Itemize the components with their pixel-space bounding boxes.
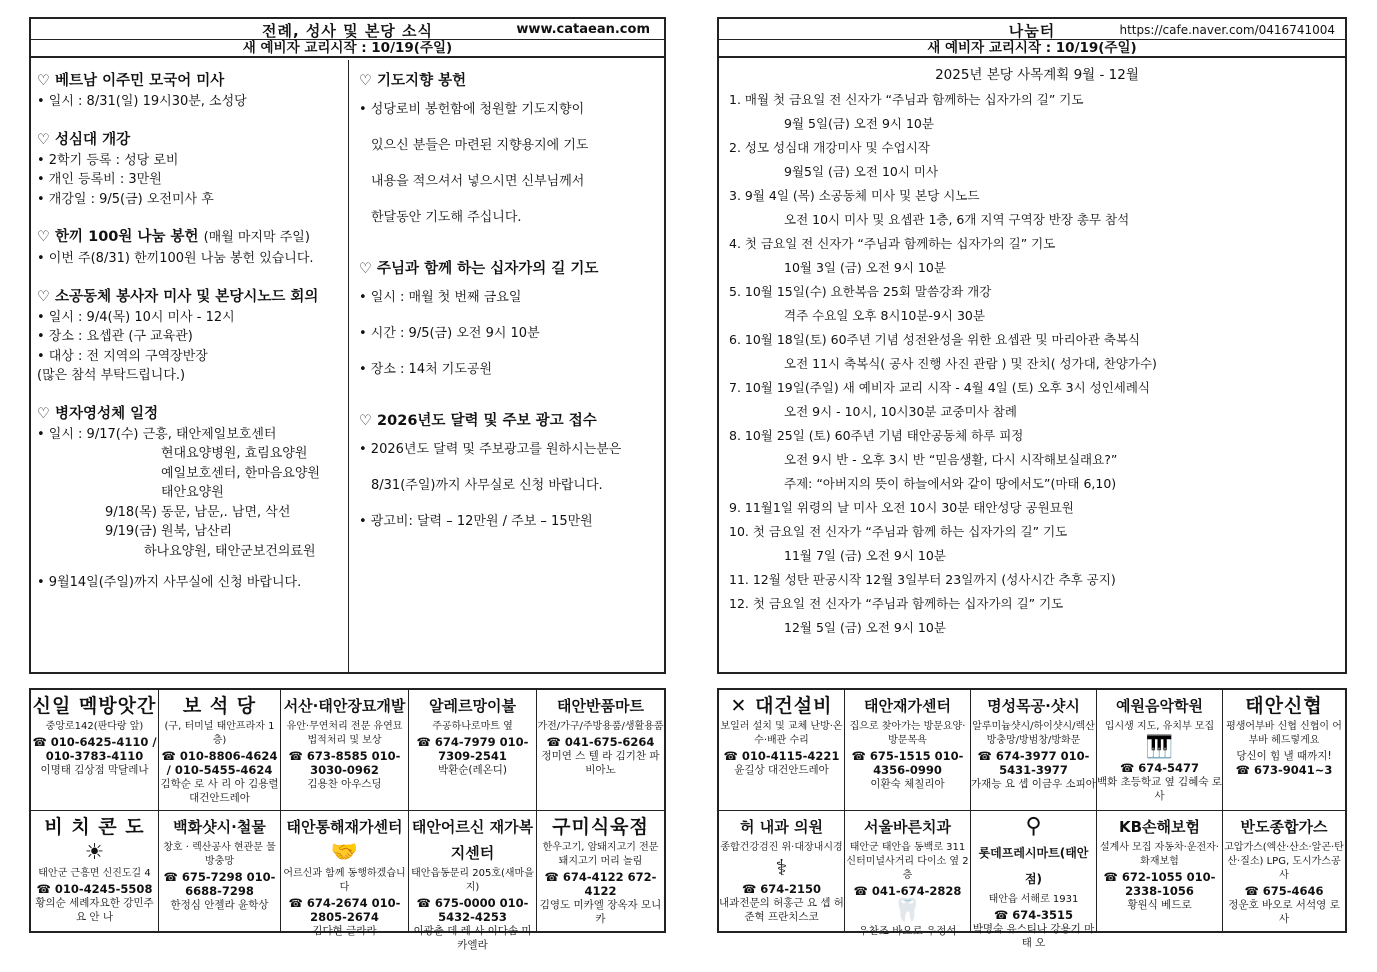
ad-name: 롯데프레시마트(태안점) [978, 846, 1089, 886]
ad-owner: 정운호 바오로 서석영 로 사 [1228, 899, 1340, 925]
ad-box[interactable] [281, 811, 409, 937]
section-heading: ♡ 성심대 개강 [37, 131, 131, 148]
ad-box[interactable] [409, 811, 537, 951]
text-line: • 일시 : 8/31(일) 19시30분, 소성당 [37, 94, 247, 109]
piano-icon: 🎹 [1145, 735, 1174, 760]
ad-owner: 한정심 안젤라 윤학상 [170, 899, 269, 911]
plan-title: 2025년 본당 사목계획 9월 - 12월 [935, 67, 1139, 83]
ad-phone: ☎ 673-8585 010-3030-0962 [288, 749, 401, 777]
ad-sub: 설계사 모집 자동차·운전자·화재보험 [1100, 842, 1219, 867]
ad-name [719, 693, 844, 719]
ad-name: 예원음악학원 [1116, 697, 1203, 715]
ad-name: 반도종합가스 [1240, 818, 1328, 836]
ad-sub: 평생어부바 신협 신협이 어부바 헤드렇게요 [1226, 721, 1342, 746]
text-line: • 장소 : 14처 기도공원 [359, 362, 493, 377]
ad-box[interactable] [31, 690, 159, 811]
plan-item: 오전 11시 축복식( 공사 진행 사진 관람 ) 및 잔치( 성가대, 찬양가수) [784, 356, 1157, 371]
plan-item: 8. 10월 25일 (토) 60주년 기념 태안공동체 하루 피정 [729, 428, 1024, 443]
ad-name: 태안반품마트 [557, 697, 644, 715]
section-heading [37, 226, 348, 249]
ad-phone: ☎ 674-4122 672-4122 [544, 870, 657, 898]
ad-sub: 태안읍 서해로 1931 [988, 894, 1079, 905]
ad-owner: 황원식 베드로 [1127, 899, 1192, 911]
heading-note: (매월 마지막 주일) [203, 230, 310, 245]
section-heading: ♡ 기도지향 봉헌 [359, 73, 467, 89]
plan-item: 1. 매월 첫 금요일 전 신자가 “주님과 함께하는 십자가의 길” 기도 [729, 92, 1084, 107]
ad-sub: 태안군 태안읍 동백로 311 신터미널사거리 다이소 옆 2층 [846, 842, 969, 881]
left-header [31, 19, 664, 40]
text-line: 내용을 적으셔서 넣으시면 신부님께서 [371, 174, 585, 189]
heading-text: ♡ 한끼 100원 나눔 봉헌 [37, 229, 199, 245]
ad-name: 태안재가센터 [864, 697, 951, 715]
plan-item: 11. 12월 성탄 판공시작 12월 3일부터 23일까지 (성사시간 추후 공지) [729, 572, 1116, 587]
text-line: • 시간 : 9/5(금) 오전 9시 10분 [359, 326, 540, 341]
ad-sub: 보일러 설치 및 교체 난방·온수·배관 수리 [720, 721, 843, 746]
text-line: • 9월14일(주일)까지 사무실에 신청 바랍니다. [37, 575, 302, 590]
plan-item: 오전 9시 반 - 오후 3시 반 “믿음생활, 다시 시작해보실래요?” [784, 452, 1118, 467]
right-url[interactable]: https://cafe.naver.com/0416741004 [1119, 23, 1335, 37]
ad-phone: ☎ 672-1055 010-2338-1056 [1103, 870, 1216, 898]
ad-phone: ☎ 674-2674 010-2805-2674 [288, 896, 401, 924]
right-title: 나눔터 [1008, 22, 1056, 40]
section-heading: ♡ 주님과 함께 하는 십자가의 길 기도 [359, 261, 599, 277]
ad-box[interactable] [971, 690, 1097, 811]
ad-box[interactable] [1097, 690, 1223, 811]
ad-name: 태안어르신 재가복지센터 [411, 818, 534, 862]
ad-box[interactable] [281, 690, 409, 811]
text-line: • 2학기 등록 : 성당 로비 [37, 152, 179, 168]
ad-name: 백화샷시·철물 [173, 818, 266, 836]
ad-owner: 박환순(레온디) [437, 764, 508, 776]
ad-phone: ☎ 010-4245-5508 [36, 882, 153, 896]
text-line: • 일시 : 매월 첫 번째 금요일 [359, 290, 522, 305]
ad-owner: 김영도 미카엘 장옥자 모니카 [539, 899, 662, 925]
ad-owner: 우찬조 바오로 우정석 [858, 925, 957, 937]
ad-sub: 유안·무연처리 전문 유연묘 법적처리 및 보상 [286, 721, 403, 746]
plan-item: 9월5일 (금) 오전 10시 미사 [784, 164, 939, 179]
text-line: 하나요양원, 태안군보건의료원 [144, 543, 316, 559]
plan-item: 2. 성모 성심대 개강미사 및 수업시작 [729, 140, 930, 155]
text-line: 현대요양병원, 효림요양원 [161, 446, 308, 461]
ad-owner: 김다현 글라라 [312, 925, 377, 937]
left-column-1 [31, 60, 349, 672]
plan-item: 오전 9시 - 10시, 10시30분 교중미사 참례 [784, 404, 1017, 419]
ad-owner: 이명태 김상점 막달레나 [40, 764, 149, 776]
text-line: 8/31(주일)까지 사무실로 신청 바랍니다. [371, 478, 603, 493]
ad-sub: 태안읍동문리 205호(새마을지) [411, 868, 534, 893]
ad-owner: 박명숙 유스티나 강용기 마 태 오 [972, 923, 1095, 949]
ad-sub: 주공하나로마트 옆 [432, 721, 513, 732]
right-header [719, 19, 1345, 40]
ad-sub: 어르신과 함께 동행하겠습니다 [283, 868, 406, 893]
plan-item: 4. 첫 금요일 전 신자가 “주님과 함께하는 십자가의 길” 기도 [729, 236, 1056, 251]
text-line: • 성당로비 봉헌함에 청원할 기도지향이 [359, 102, 585, 117]
right-ads-grid [717, 688, 1347, 949]
ad-owner: 김용찬 아우스딩 [307, 778, 382, 790]
plan-item: 오전 10시 미사 및 요셉관 1층, 6개 지역 구역장 반장 총무 참석 [784, 212, 1130, 227]
ad-sub: 가전/가구/주방용품/생활용품 [537, 721, 664, 732]
plan-item: 6. 10월 18일(토) 60주년 기념 성전완성을 위한 요셉관 및 마리아관 축복식 [729, 332, 1141, 347]
ad-box[interactable] [1223, 811, 1345, 931]
ad-phone: ☎ 010-4115-4221 [723, 749, 840, 763]
text-line: • 일시 : 9/4(목) 10시 미사 - 12시 [37, 309, 235, 325]
plan-item: 격주 수요일 오후 8시10분-9시 30분 [784, 308, 985, 323]
ad-name: KB손해보험 [1118, 818, 1201, 836]
section-heading: ♡ 베트남 이주민 모국어 미사 [37, 73, 225, 89]
handshake-icon: 🤝 [330, 840, 359, 865]
section-heading: ♡ 병자영성체 일정 [37, 405, 159, 422]
ad-phone: ☎ 675-4646 [1244, 884, 1324, 898]
ad-phone: ☎ 675-7298 010-6688-7298 [163, 870, 276, 898]
plan-item: 9. 11월1일 위령의 날 미사 오전 10시 30분 태안성당 공원묘원 [729, 500, 1074, 515]
ad-name: 구미식육점 [552, 816, 649, 838]
ad-owner: 가재능 요 셉 이금우 소피아 [971, 778, 1096, 790]
ad-name: 태안통해재가센터 [286, 818, 403, 836]
ad-name-text: 대건설비 [755, 695, 833, 717]
ad-owner: 윤길상 대건안드레아 [734, 764, 829, 776]
ad-owner: 내과전문의 허홍근 요 셉 허준혁 프란치스코 [719, 897, 844, 923]
ad-box[interactable] [845, 811, 971, 937]
plan-body [719, 58, 1345, 640]
ad-phone: ☎ 041-674-2828 [853, 884, 962, 898]
ad-phone: ☎ 673-9041~3 [1235, 763, 1333, 777]
ad-box[interactable] [159, 811, 281, 931]
plan-item: 10월 3일 (금) 오전 9시 10분 [784, 260, 946, 275]
ad-owner: 이광춘 데 레 사 이다솜 미카엘라 [413, 925, 532, 951]
plan-item: 5. 10월 15일(수) 요한복음 25회 말씀강좌 개강 [729, 284, 992, 299]
left-title: 전례, 성사 및 본당 소식 [262, 22, 433, 40]
ad-box[interactable] [537, 811, 664, 931]
text-line: • 개강일 : 9/5(금) 오전미사 후 [37, 191, 214, 207]
ad-phone: ☎ 675-0000 010-5432-4253 [416, 896, 529, 924]
ad-name: 태안신협 [1245, 695, 1323, 717]
text-line: 한달동안 기도해 주십니다. [371, 210, 522, 225]
ad-phone: ☎ 674-5477 [1119, 761, 1200, 775]
text-line: • 장소 : 요셉관 (구 교육관) [37, 329, 193, 344]
ad-name: 알레르망이불 [429, 697, 516, 715]
plan-item: 3. 9월 4일 (목) 소공동체 미사 및 본당 시노드 [729, 188, 980, 203]
right-subtitle: 새 예비자 교리시작 : 10/19(주일) [719, 40, 1345, 58]
plan-item: 12월 5일 (금) 오전 9시 10분 [784, 620, 946, 635]
text-line: 있으신 분들은 마련된 지향용지에 기도 [371, 138, 589, 153]
plan-item: 9월 5일(금) 오전 9시 10분 [784, 116, 934, 131]
ad-phone: ☎ 674-7979 010-7309-2541 [416, 735, 529, 763]
lotte-logo-icon: ⚲ [1025, 814, 1042, 839]
text-line: 9/18(목) 동문, 남문,. 남면, 삭선 [105, 504, 291, 520]
left-ads-grid [29, 688, 666, 951]
text-line: 예일보호센터, 한마음요양원 [161, 465, 320, 481]
caduceus-icon: ⚕ [775, 856, 788, 881]
ad-sub: 종합건강검진 위·대장내시경 [720, 842, 843, 853]
left-column-2 [349, 60, 664, 672]
ad-owner: 황의순 세례자요한 강민주 요 안 나 [35, 897, 154, 923]
tooth-icon: 🦷 [893, 898, 922, 923]
ad-sub: 고압가스(엑산·산소·알곤·탄산·질소) LPG, 도시가스공사 [1224, 842, 1344, 881]
plan-item: 10. 첫 금요일 전 신자가 “주님과 함께 하는 십자가의 길” 기도 [729, 524, 1068, 539]
text-line: • 일시 : 9/17(수) 근흥, 태안제일보호센터 [37, 426, 277, 442]
text-line: 태안요양원 [161, 485, 224, 500]
ad-sub: 알루미늄샷시/하이샷시/렉산 방충망/방범창/방화문 [972, 721, 1095, 746]
ad-box[interactable] [971, 811, 1097, 949]
ad-owner: 당신이 힘 낼 때까지! [1236, 750, 1332, 762]
ad-owner: 이환숙 체칠리아 [870, 778, 945, 790]
ad-name: 명성목공·샷시 [987, 697, 1080, 715]
plan-item: 12. 첫 금요일 전 신자가 “주님과 함께하는 십자가의 길” 기도 [729, 596, 1064, 611]
ad-sub: 입시생 지도, 유치부 모집 [1104, 721, 1215, 732]
ad-box[interactable] [845, 690, 971, 811]
ad-owner: 백화 초등학교 옆 김혜숙 로사 [1097, 776, 1222, 802]
ad-phone: ☎ 674-3977 010-5431-3977 [977, 749, 1090, 777]
text-line: • 이번 주(8/31) 한끼100원 나눔 봉헌 있습니다. [37, 251, 314, 266]
ad-box[interactable] [537, 690, 664, 811]
ad-sub: 창호 · 렉산공사 현관문 물방충망 [163, 842, 276, 867]
ad-sub: (구, 터미널 태안프라자 1층) [164, 721, 275, 746]
ad-name: 서산·태안장묘개발 [283, 697, 406, 715]
ad-sub: 태안군 근흥면 신진도길 4 [38, 868, 151, 879]
ad-owner: 정미연 스 텔 라 김기찬 파비아노 [541, 750, 660, 776]
ad-name: 허 내과 의원 [740, 818, 823, 836]
text-line: (많은 참석 부탁드립니다.) [37, 368, 186, 383]
ad-sub: 중앙로142(판다랑 앞) [45, 721, 144, 732]
ad-phone: ☎ 675-1515 010-4356-0990 [851, 749, 964, 777]
ad-phone: ☎ 010-6425-4110 / 010-3783-4110 [32, 735, 157, 763]
left-panel [29, 17, 666, 674]
section-heading: ♡ 2026년도 달력 및 주보 광고 접수 [359, 413, 597, 429]
tools-icon: ✕ [730, 695, 748, 717]
ad-phone: ☎ 041-675-6264 [546, 735, 655, 749]
text-line: • 개인 등록비 : 3만원 [37, 172, 162, 187]
plan-item: 11월 7일 (금) 오전 9시 10분 [784, 548, 946, 563]
ad-owner: 김학순 로 사 리 아 김용렬 대건안드레아 [160, 778, 279, 804]
section-heading: ♡ 소공동체 봉사자 미사 및 본당시노드 회의 [37, 288, 319, 305]
ad-name: 서울바른치과 [864, 818, 951, 836]
text-line: • 대상 : 전 지역의 구역장반장 [37, 348, 208, 364]
plan-item: 주제: “아버지의 뜻이 하늘에서와 같이 땅에서도”(마태 6,10) [784, 476, 1117, 491]
text-line: • 광고비: 달력 – 12만원 / 주보 – 15만원 [359, 514, 593, 529]
beach-icon: ☀ [84, 840, 105, 865]
left-subtitle: 새 예비자 교리시작 : 10/19(주일) [31, 40, 664, 58]
ad-box[interactable] [159, 690, 281, 811]
plan-item: 7. 10월 19일(주일) 새 예비자 교리 시작 - 4월 4일 (토) 오후 3시 성인세례식 [729, 380, 1150, 395]
ad-box[interactable] [719, 811, 845, 931]
ad-name: 비 치 콘 도 [44, 816, 145, 838]
right-panel [717, 17, 1347, 674]
ad-phone: ☎ 674-2150 [741, 882, 822, 896]
text-line: • 2026년도 달력 및 주보광고를 원하시는분은 [359, 442, 622, 457]
ad-box[interactable] [1097, 811, 1223, 931]
ad-name: 보 석 당 [182, 695, 257, 717]
ad-sub: 한우고기, 암돼지고기 전문 돼지고기 머리 놀림 [542, 842, 659, 867]
ad-sub: 집으로 찾아가는 방문요양·방문목욕 [849, 721, 966, 746]
ad-name: 신일 멕방앗간 [32, 695, 157, 717]
left-url[interactable]: www.cataean.com [516, 22, 650, 37]
ad-box[interactable] [719, 690, 845, 811]
text-line: 9/19(금) 원북, 남산리 [105, 524, 233, 539]
ad-box[interactable] [1223, 690, 1345, 811]
ad-box[interactable] [31, 811, 159, 931]
ad-phone: ☎ 674-3515 [993, 908, 1074, 922]
ad-phone: ☎ 010-8806-4624 / 010-5455-4624 [161, 749, 278, 777]
ad-box[interactable] [409, 690, 537, 811]
